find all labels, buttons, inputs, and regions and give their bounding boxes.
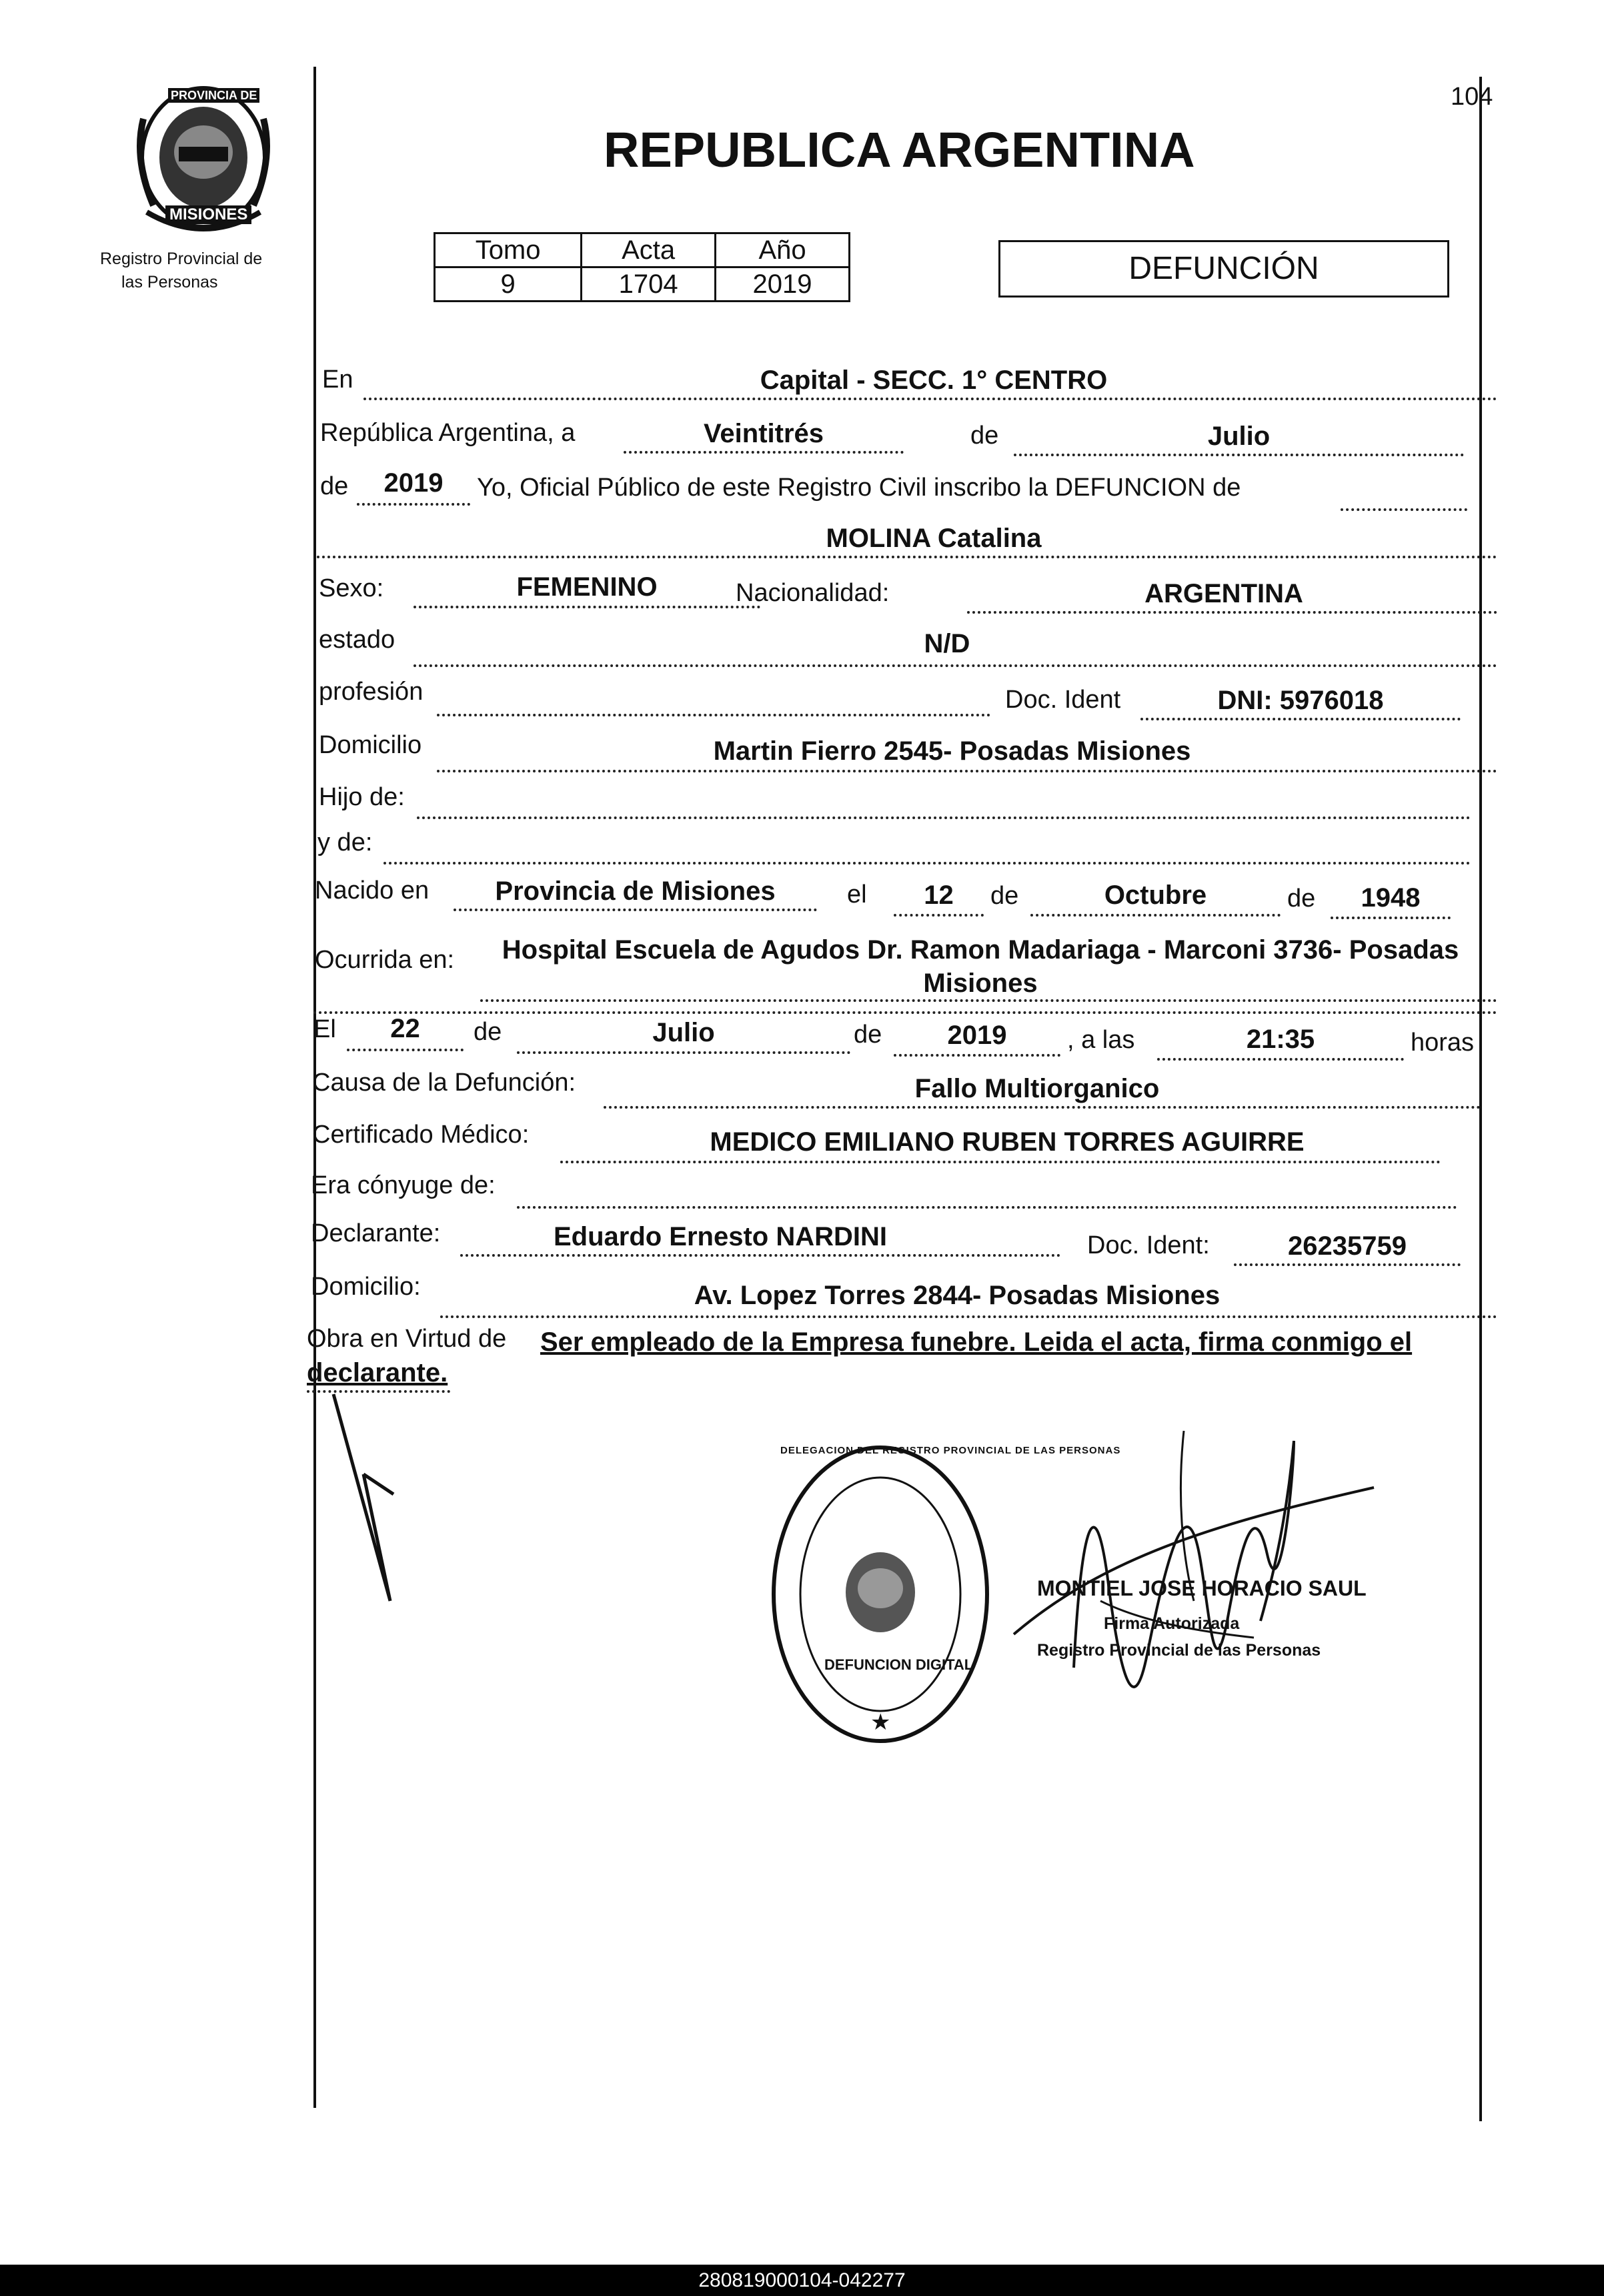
stamp-outer-text: DELEGACION DEL REGISTRO PROVINCIAL DE LAS PERSONAS	[780, 1445, 1121, 1456]
label-profesion: profesión	[319, 678, 424, 706]
signature-line3: Registro Provincial de las Personas	[1037, 1641, 1321, 1660]
signature-line2: Firma Autorizada	[1104, 1614, 1240, 1633]
province-logo	[127, 79, 280, 232]
declarant-doc-value: 26235759	[1288, 1231, 1407, 1261]
obra-line2: declarante.	[307, 1358, 448, 1387]
logo-caption-line1: Registro Provincial de	[100, 249, 263, 268]
label-el: el	[847, 881, 867, 909]
ref-value-tomo: 9	[435, 267, 582, 302]
dotted-line	[1140, 718, 1461, 720]
dotted-line	[313, 1011, 1497, 1014]
dotted-line	[437, 770, 1497, 772]
official-stamp	[767, 1438, 1121, 1751]
label-sexo: Sexo:	[319, 574, 384, 602]
dotted-line	[1030, 914, 1281, 917]
ref-header-tomo: Tomo	[435, 233, 582, 267]
label-de: de	[990, 882, 1019, 910]
doctor-value: MEDICO EMILIANO RUBEN TORRES AGUIRRE	[710, 1127, 1305, 1157]
scribble-mark	[327, 1387, 407, 1614]
birth-place-value: Provincia de Misiones	[495, 877, 776, 906]
label-el: El	[313, 1015, 336, 1043]
label-yo-oficial: Yo, Oficial Público de este Registro Civil inscribo la DEFUNCION de	[477, 474, 1241, 502]
dotted-line	[437, 714, 990, 716]
logo-caption-line2: las Personas	[121, 273, 218, 292]
dotted-line	[363, 398, 1497, 400]
birth-day-value: 12	[924, 881, 954, 910]
stamp-inner-text: DEFUNCION DIGITAL	[824, 1656, 974, 1673]
address-value: Martin Fierro 2545- Posadas Misiones	[713, 736, 1191, 766]
dotted-line	[440, 1315, 1497, 1318]
dotted-line	[1331, 917, 1451, 919]
logo-text-bottom: MISIONES	[165, 205, 251, 224]
civil-status-value: N/D	[924, 629, 970, 658]
footer-code: 280819000104-042277	[0, 2265, 1604, 2296]
label-conyuge: Era cónyuge de:	[311, 1171, 496, 1199]
dotted-line	[517, 1051, 850, 1054]
reference-table	[434, 232, 850, 302]
label-doc-ident: Doc. Ident	[1005, 686, 1121, 714]
label-causa: Causa de la Defunción:	[312, 1069, 576, 1097]
birth-year-value: 1948	[1361, 883, 1421, 913]
label-nacido-en: Nacido en	[315, 877, 430, 905]
label-a-las: , a las	[1067, 1026, 1135, 1054]
sex-value: FEMENINO	[516, 572, 658, 602]
label-de: de	[1287, 885, 1316, 913]
death-time-value: 21:35	[1246, 1025, 1315, 1054]
label-y-de: y de:	[317, 828, 373, 856]
signature-name: MONTIEL JOSE HORACIO SAUL	[1037, 1576, 1367, 1600]
deceased-name: MOLINA Catalina	[826, 524, 1042, 553]
death-month-value: Julio	[652, 1018, 715, 1047]
label-certificado: Certificado Médico:	[312, 1121, 530, 1149]
label-republica: República Argentina, a	[320, 419, 576, 447]
dotted-line	[414, 606, 760, 608]
label-domicilio: Domicilio	[319, 731, 422, 759]
dotted-line	[1341, 508, 1467, 511]
dotted-line	[383, 862, 1471, 865]
dotted-line	[1234, 1263, 1461, 1266]
nationality-value: ARGENTINA	[1144, 579, 1303, 608]
day-words-value: Veintitrés	[703, 419, 824, 448]
label-de: de	[854, 1021, 882, 1049]
cause-value: Fallo Multiorganico	[914, 1074, 1160, 1103]
label-obra-en-virtud: Obra en Virtud de	[307, 1325, 507, 1353]
dni-value: DNI: 5976018	[1217, 686, 1384, 715]
right-margin-line	[1479, 77, 1482, 2121]
page-title: REPUBLICA ARGENTINA	[604, 122, 1195, 177]
dotted-line	[317, 556, 1497, 558]
death-year-value: 2019	[947, 1021, 1007, 1050]
dotted-line	[357, 503, 470, 506]
label-nacionalidad: Nacionalidad:	[736, 579, 890, 607]
stamp-star: ★	[870, 1710, 891, 1735]
dotted-line	[414, 664, 1497, 667]
label-de: de	[970, 422, 999, 450]
label-declarante: Declarante:	[311, 1219, 441, 1247]
ref-value-ano: 2019	[716, 267, 850, 302]
logo-text-top: PROVINCIA DE	[168, 88, 259, 103]
dotted-line	[517, 1206, 1457, 1209]
year-value: 2019	[383, 468, 444, 498]
location-value: Capital - SECC. 1° CENTRO	[760, 366, 1108, 395]
dotted-line	[624, 451, 904, 454]
dotted-line	[417, 816, 1471, 819]
dotted-line	[480, 999, 1497, 1002]
label-domicilio2: Domicilio:	[311, 1273, 421, 1301]
label-hijo-de: Hijo de:	[319, 783, 405, 811]
dotted-line	[604, 1106, 1481, 1109]
label-de: de	[474, 1018, 502, 1046]
label-estado: estado	[319, 626, 395, 654]
dotted-line	[454, 909, 817, 911]
page-number: 104	[1451, 83, 1493, 111]
declarant-address-value: Av. Lopez Torres 2844- Posadas Misiones	[694, 1281, 1221, 1310]
dotted-line	[1014, 454, 1464, 456]
dotted-line	[460, 1254, 1060, 1257]
ref-header-ano: Año	[716, 233, 850, 267]
dotted-line	[894, 914, 984, 917]
record-type-box: DEFUNCIÓN	[998, 240, 1449, 298]
birth-month-value: Octubre	[1104, 881, 1207, 910]
label-de: de	[320, 472, 349, 500]
obra-line1: Ser empleado de la Empresa funebre. Leida el acta, firma conmigo el	[540, 1327, 1413, 1357]
dotted-line	[1157, 1058, 1404, 1061]
death-place-line1: Hospital Escuela de Agudos Dr. Ramon Madariaga - Marconi 3736- Posadas	[502, 935, 1459, 965]
ref-header-acta: Acta	[582, 233, 716, 267]
label-ocurrida-en: Ocurrida en:	[315, 946, 455, 974]
month-value: Julio	[1207, 422, 1271, 451]
label-horas: horas	[1411, 1029, 1475, 1057]
label-en: En	[322, 366, 353, 394]
dotted-line	[967, 611, 1497, 614]
label-doc-ident2: Doc. Ident:	[1087, 1231, 1210, 1259]
death-day-value: 22	[390, 1014, 420, 1043]
dotted-line	[894, 1054, 1060, 1057]
death-place-line2: Misiones	[923, 969, 1038, 998]
declarant-value: Eduardo Ernesto NARDINI	[553, 1222, 888, 1251]
dotted-line	[347, 1049, 464, 1051]
ref-value-acta: 1704	[582, 267, 716, 302]
dotted-line	[560, 1161, 1441, 1163]
